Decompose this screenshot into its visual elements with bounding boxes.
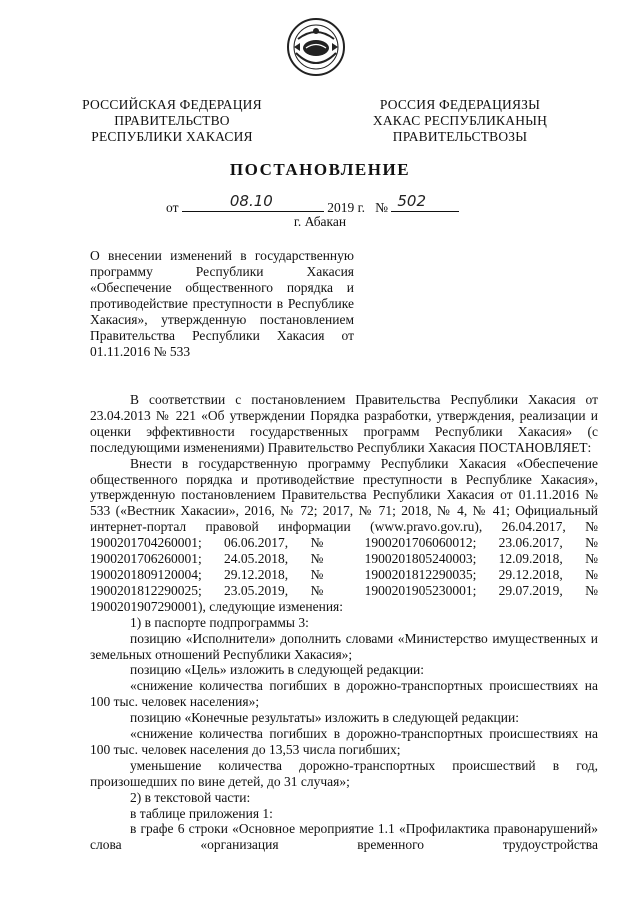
city: г. Абакан	[293, 214, 347, 229]
paragraph: позицию «Цель» изложить в следующей редакции:	[130, 662, 425, 678]
header-left-line: РОССИЙСКАЯ ФЕДЕРАЦИЯ	[82, 97, 262, 112]
header-right	[355, 97, 565, 145]
paragraph: 2) в текстовой части:	[130, 789, 251, 805]
paragraph: уменьшение количества дорожно-транспортных происшествий в год, произошедших по вине детей, до 31 случая»;	[90, 757, 598, 789]
paragraph: Внести в государственную программу Республики Хакасия «Обеспечение общественного порядка и противодействие преступности в Республике Хакасия», утвержденную постановлением Правительства Республики Хакасия от 01.11.2016 № 533 («Вестник Хакасии», 2016, № 72; 2017, № 71; 2018, № 4, № 41; Официальный интернет-портал правовой информации (www.pravo.gov.ru), 26.04.2017, № 1900201704260001; 06.06.2017, № 1900201706060012; 23.06.2017, № 1900201706260001; 24.05.2018, № 1900201805240003; 12.09.2018, № 1900201809120004; 29.12.2018, № 1900201812290035; 29.12.2018, № 1900201812290025; 23.05.2019, № 1900201905230001; 29.07.2019, № 1900201907290001), следующие изменения:	[90, 455, 598, 614]
paragraph: 1) в паспорте подпрограммы 3:	[130, 614, 309, 630]
paragraph: позицию «Конечные результаты» изложить в следующей редакции:	[130, 710, 519, 726]
header-left-line: РЕСПУБЛИКИ ХАКАСИЯ	[91, 129, 253, 144]
paragraph: в таблице приложения 1:	[130, 805, 273, 821]
header-right-line: ХАКАС РЕСПУБЛИКАНЫҢ	[372, 113, 548, 128]
document-type-title: ПОСТАНОВЛЕНИЕ	[229, 160, 411, 179]
header-left	[72, 97, 272, 145]
handwritten-date: 08.10	[229, 192, 273, 210]
header-right-line: РОССИЯ ФЕДЕРАЦИЯЗЫ	[379, 97, 541, 112]
paragraph: «снижение количества погибших в дорожно-транспортных происшествиях на 100 тыс. человек населения»;	[90, 678, 598, 710]
date-field	[182, 192, 324, 212]
date-prefix: от	[166, 200, 179, 215]
header-left-line: ПРАВИТЕЛЬСТВО	[114, 113, 230, 128]
header-right-line: ПРАВИТЕЛЬСТВОЗЫ	[392, 129, 528, 144]
paragraph: «снижение количества погибших в дорожно-транспортных происшествиях на 100 тыс. человек населения до 13,53 числа погибших;	[90, 726, 598, 757]
number-field	[391, 192, 459, 212]
document-body	[90, 392, 598, 853]
coat-of-arms-icon	[286, 17, 346, 77]
paragraph: В соответствии с постановлением Правительства Республики Хакасия от 23.04.2013 № 221 «Об утверждении Порядка разработки, утверждения, реализации и оценки эффективности государственных программ Республики Хакасия» (с последующими изменениями) Правительство Республики Хакасия ПОСТАНОВЛЯЕТ:	[90, 392, 598, 455]
number-sign: №	[375, 200, 389, 215]
subject-block: О внесении изменений в государственную программу Республики Хакасия «Обеспечение общественного порядка и противодействие преступности в Республике Хакасия», утвержденную постановлением Правительства Республики Хакасия от 01.11.2016 № 533	[90, 248, 354, 359]
paragraph: позицию «Исполнители» дополнить словами «Министерство имущественных и земельных отношений Республики Хакасия»;	[90, 630, 598, 662]
handwritten-number: 502	[397, 192, 427, 210]
paragraph: в графе 6 строки «Основное мероприятие 1.1 «Профилактика правонарушений» слова «организация временного трудоустройства	[90, 821, 598, 853]
date-year: 2019 г.	[327, 200, 365, 215]
